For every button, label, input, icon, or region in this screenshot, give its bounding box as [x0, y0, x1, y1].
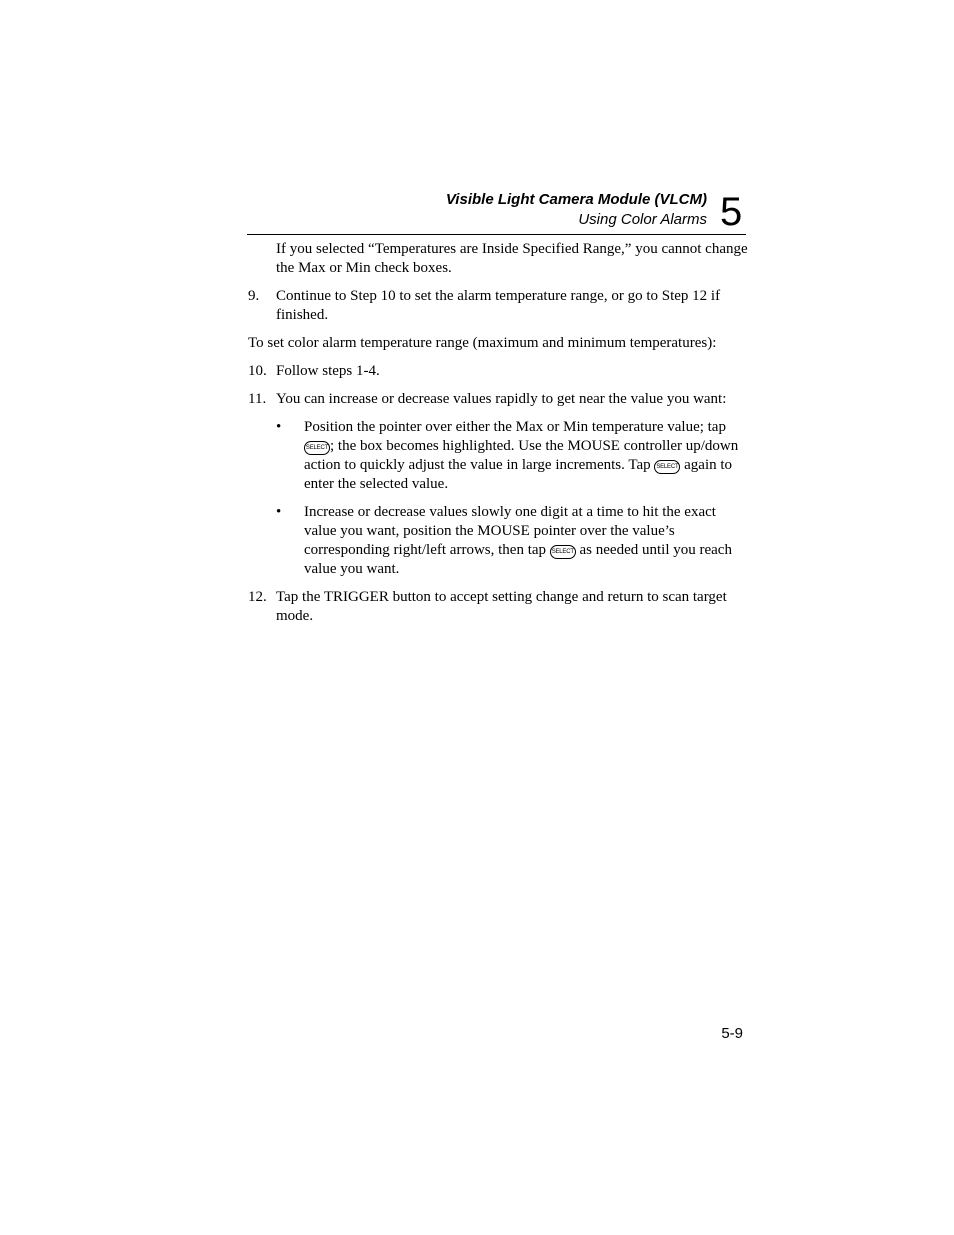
- bullet-text: [304, 418, 748, 494]
- step-11: [248, 390, 748, 409]
- page-number: 5-9: [721, 1025, 743, 1042]
- bullet-icon: •: [276, 504, 282, 520]
- body-text: [248, 240, 748, 635]
- bullet-text-part: ; the box becomes highlighted. Use the MOUSE controller up/down action to quickly adjust the value in large increments. Tap: [304, 438, 739, 473]
- step-text: Follow steps 1-4.: [276, 363, 380, 379]
- step-9: [248, 287, 748, 325]
- bullet-text-part: as needed until you reach value you want.: [304, 542, 732, 577]
- step-number: 12.: [248, 589, 267, 605]
- chapter-number: 5: [720, 190, 743, 234]
- select-button-icon: SELECT: [654, 460, 680, 474]
- step-text: Continue to Step 10 to set the alarm temperature range, or go to Step 12 if finished.: [276, 288, 721, 323]
- note-paragraph: If you selected “Temperatures are Inside Specified Range,” you cannot change the Max or Min check boxes.: [276, 241, 748, 276]
- bullet-icon: •: [276, 419, 282, 435]
- step-number: 9.: [248, 288, 260, 304]
- bullet-text: [304, 503, 748, 579]
- select-button-icon: SELECT: [304, 441, 330, 455]
- step-text: You can increase or decrease values rapidly to get near the value you want:: [276, 391, 727, 407]
- bullet-item: [276, 503, 748, 579]
- section-title: Visible Light Camera Module (VLCM): [445, 191, 707, 208]
- step-12: [248, 588, 748, 626]
- step-10: [248, 362, 748, 381]
- header-rule: [247, 234, 746, 235]
- step-number: 11.: [248, 391, 267, 407]
- bullet-text-part: again to enter the selected value.: [304, 457, 733, 492]
- section-subtitle: Using Color Alarms: [578, 211, 707, 228]
- step-text: Tap the TRIGGER button to accept setting change and return to scan target mode.: [276, 589, 727, 624]
- select-button-icon: SELECT: [550, 545, 576, 559]
- bullet-text-part: Increase or decrease values slowly one digit at a time to hit the exact value you want, position the MOUSE pointer over the value’s corresponding right/left arrows, then tap: [304, 504, 716, 558]
- intro-paragraph: To set color alarm temperature range (maximum and minimum temperatures):: [248, 335, 717, 351]
- step-number: 10.: [248, 363, 267, 379]
- bullet-item: [276, 418, 748, 494]
- bullet-text-part: Position the pointer over either the Max or Min temperature value; tap: [304, 419, 726, 435]
